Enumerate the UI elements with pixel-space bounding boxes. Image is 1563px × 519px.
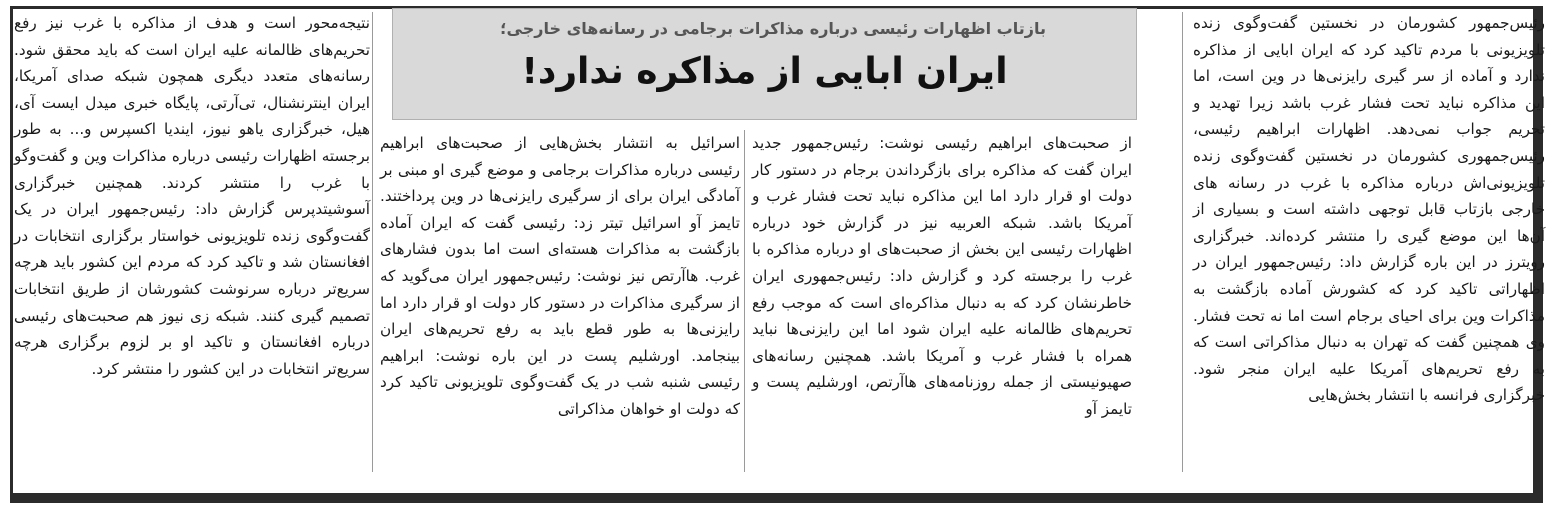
article-text: نتیجه‌محور است و هدف از مذاکره با غرب نیز رفع تحریم‌های ظالمانه علیه ایران است که باید محقق شود. رسانه‌های متعدد دیگری همچون شبکه صدای آمریکا، ایران اینترنشنال، تی‌آرتی، پایگاه خبری میدل ایست آی، هیل، خبرگزاری یاهو نیوز، ایندیا اکسپرس و... به طور برجسته اظهارات رئیسی درباره مذاکرات وین و گفت‌وگو با غرب را منتشر کردند. همچنین خبرگزاری آسوشیتدپرس گزارش داد: رئیس‌جمهور ایران در یک گفت‌وگوی زنده تلویزیونی خواستار برگزاری انتخابات در افغانستان شد و تاکید کرد که مردم این کشور باید هرچه سریع‌تر درباره سرنوشت کشورشان از طریق انتخابات تصمیم گیری کنند. شبکه زی نیوز هم صحبت‌های رئیسی درباره افغانستان و تاکید او بر لزوم برگزاری هرچه سریع‌تر انتخابات در این کشور را منتشر کرد. xyxy=(14,14,370,378)
headline-box xyxy=(392,8,1137,120)
article-text: اسرائیل به انتشار بخش‌هایی از صحبت‌های ابراهیم رئیسی درباره مذاکرات برجامی و موضع گیری او مبنی بر آمادگی ایران برای از سرگیری رایزنی‌ها در وین پرداختند. تایمز آو اسرائیل تیتر زد: رئیسی گفت که ایران آماده بازگشت به مذاکرات هسته‌ای است اما بدون فشارهای غرب. هاآرتص نیز نوشت: رئیس‌جمهور ایران می‌گوید که از سرگیری مذاکرات در دستور کار دولت او قرار دارد اما رایزنی‌ها به طور قطع باید به رفع تحریم‌های ایران بینجامد. اورشلیم پست در این باره نوشت: ابراهیم رئیسی شنبه شب در یک گفت‌وگوی تلویزیونی تاکید کرد که دولت او خواهان مذاکراتی xyxy=(380,134,740,418)
column-divider xyxy=(372,12,373,472)
article-column-2 xyxy=(752,130,1132,423)
article-text: رئیس‌جمهور کشورمان در نخستین گفت‌وگوی زنده تلویزیونی با مردم تاکید کرد که ایران ابایی از مذاکره ندارد و آماده از سر گیری رایزنی‌ها در وین است، اما این مذاکره نباید تحت فشار غرب باشد زیرا تهدید و تحریم جواب نمی‌دهد. اظهارات ابراهیم رئیسی، رئیس‌جمهوری کشورمان در نخستین گفت‌وگوی زنده تلویزیونی‌اش درباره مذاکره با غرب در رسانه های خارجی بازتاب قابل توجهی داشته است و بسیاری از آن‌ها این موضع گیری را منتشر کرده‌اند. خبرگزاری رویترز در این باره گزارش داد: رئیس‌جمهور ایران در اظهاراتی تاکید کرد که کشورش آماده بازگشت به مذاکرات وین برای احیای برجام است اما نه تحت فشار. وی همچنین گفت که تهران به دنبال مذاکراتی است که به رفع تحریم‌های آمریکا علیه ایران منجر شود. خبرگزاری فرانسه با انتشار بخش‌هایی xyxy=(1193,14,1545,405)
article-column-1 xyxy=(1193,10,1545,409)
column-divider xyxy=(744,130,745,472)
column-divider xyxy=(1182,12,1183,472)
article-column-3 xyxy=(380,130,740,423)
article-column-4 xyxy=(14,10,370,382)
headline: ایران ابایی از مذاکره ندارد! xyxy=(521,51,1008,92)
kicker: بازتاب اظهارات رئیسی درباره مذاکرات برجامی در رسانه‌های خارجی؛ xyxy=(500,19,1046,38)
article-text: از صحبت‌های ابراهیم رئیسی نوشت: رئیس‌جمهور جدید ایران گفت که مذاکره برای بازگرداندن برجام در دستور کار دولت او قرار دارد اما این مذاکره نباید تحت فشار غرب و آمریکا باشد. شبکه العربیه نیز در گزارش خود درباره اظهارات رئیسی این بخش از صحبت‌های او درباره مذاکره با غرب را برجسته کرد و گزارش داد: رئیس‌جمهوری ایران خاطرنشان کرد که به دنبال مذاکره‌ای است که موجب رفع تحریم‌های ظالمانه علیه ایران شود اما این رایزنی‌ها نباید همراه با فشار غرب و آمریکا باشد. همچنین رسانه‌های صهیونیستی از جمله روزنامه‌های هاآرتص، اورشلیم پست و تایمز آو xyxy=(752,134,1132,418)
